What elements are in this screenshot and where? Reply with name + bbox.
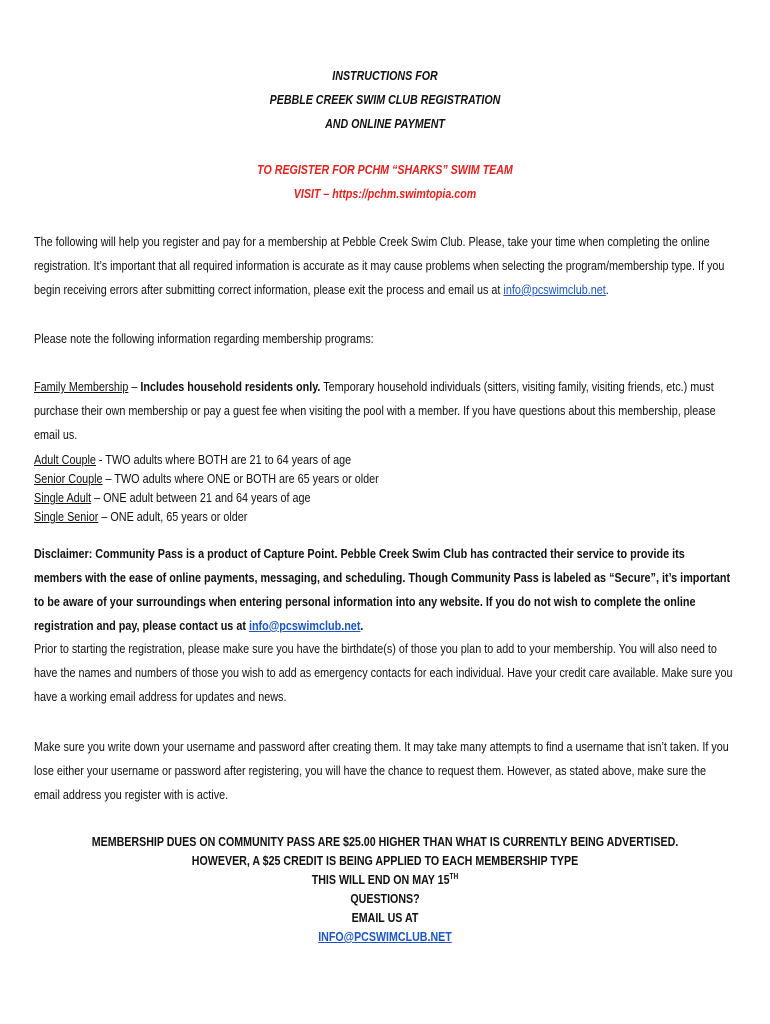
swim-team-line-2: VISIT – https://pchm.swimtopia.com [293,186,477,201]
note-paragraph [34,327,734,351]
dues-line-2: HOWEVER, A $25 CREDIT IS BEING APPLIED TO EACH MEMBERSHIP TYPE [191,853,579,868]
intro-text: The following will help you register and pay for a membership at Pebble Creek Swim Club. Please, take your time when completing the online registration. It’s important that all required information is accurate as it may cause problems when selecting the program/membership type. If you begin receiving errors after submitting correct information, please exit the process and email us at [34,234,725,297]
membership-types-list [34,450,734,526]
membership-item [34,450,734,469]
title-line-3: AND ONLINE PAYMENT [325,116,445,131]
prior-paragraph [34,637,734,709]
document-title [0,64,770,136]
family-membership-paragraph [34,375,734,447]
family-dash: – [128,379,141,394]
swim-team-line-1: TO REGISTER FOR PCHM “SHARKS” SWIM TEAM [257,162,513,177]
membership-label: Single Adult [34,490,92,505]
membership-item [34,507,734,526]
note-text: Please note the following information regarding membership programs: [34,331,374,346]
membership-desc: – TWO adults where ONE or BOTH are 65 years or older [102,471,379,486]
family-membership-label: Family Membership [34,379,129,394]
membership-label: Single Senior [34,509,99,524]
membership-desc: – ONE adult, 65 years or older [98,509,248,524]
membership-item [34,488,734,507]
dues-line-1: MEMBERSHIP DUES ON COMMUNITY PASS ARE $25.00 HIGHER THAN WHAT IS CURRENTLY BEING ADVERTISED. [91,834,679,849]
intro-email-link[interactable]: info@pcswimclub.net [503,282,606,297]
membership-item [34,469,734,488]
family-text: Temporary household individuals (sitters, visiting family, visiting friends, etc.) must purchase their own membership or pay a guest fee when visiting the pool with a member. If you have questions about this membership, please email us. [34,379,716,442]
membership-label: Senior Couple [34,471,103,486]
membership-desc: - TWO adults where BOTH are 21 to 64 years of age [95,452,352,467]
intro-paragraph [34,230,734,302]
disclaimer-email-link[interactable]: info@pcswimclub.net [248,618,361,633]
swim-team-notice [0,158,770,206]
disclaimer-end: . [360,618,364,633]
title-line-1: INSTRUCTIONS FOR [332,68,438,83]
dues-email-link[interactable]: INFO@PCSWIMCLUB.NET [318,929,452,944]
disclaimer-text: Disclaimer: Community Pass is a product of Capture Point. Pebble Creek Swim Club has contracted their service to provide its members with the ease of online payments, messaging, and scheduling. Though Community Pass is labeled as “Secure”, it’s important to be aware of your surroundings when entering personal information into any website. If you do not wish to complete the online registration and pay, please contact us at [34,546,731,633]
dues-line-4: QUESTIONS? [350,891,420,906]
prior-text: Prior to starting the registration, please make sure you have the birthdate(s) of those you plan to add to your membership. You will also need to have the names and numbers of those you wish to add as emergency contacts for each individual. Have your credit care available. Make sure you have a working email address for updates and news. [34,641,733,704]
membership-desc: – ONE adult between 21 and 64 years of age [91,490,311,505]
family-bold-text: Includes household residents only. [140,379,321,394]
title-line-2: PEBBLE CREEK SWIM CLUB REGISTRATION [269,92,501,107]
intro-end: . [605,282,609,297]
dues-line-3-sup: TH [449,872,459,881]
disclaimer-paragraph [34,542,734,638]
membership-label: Adult Couple [34,452,96,467]
dues-line-3 [69,870,700,889]
dues-line-5: EMAIL US AT [351,910,419,925]
dues-line-3-text: THIS WILL END ON MAY 15 [311,872,450,887]
credentials-paragraph [34,735,734,807]
credentials-text: Make sure you write down your username and password after creating them. It may take many attempts to find a username that isn’t taken. If you lose either your username or password after registering, you will have the chance to request them. However, as stated above, make sure the email address you register with is active. [34,739,729,802]
dues-notice [0,832,770,946]
